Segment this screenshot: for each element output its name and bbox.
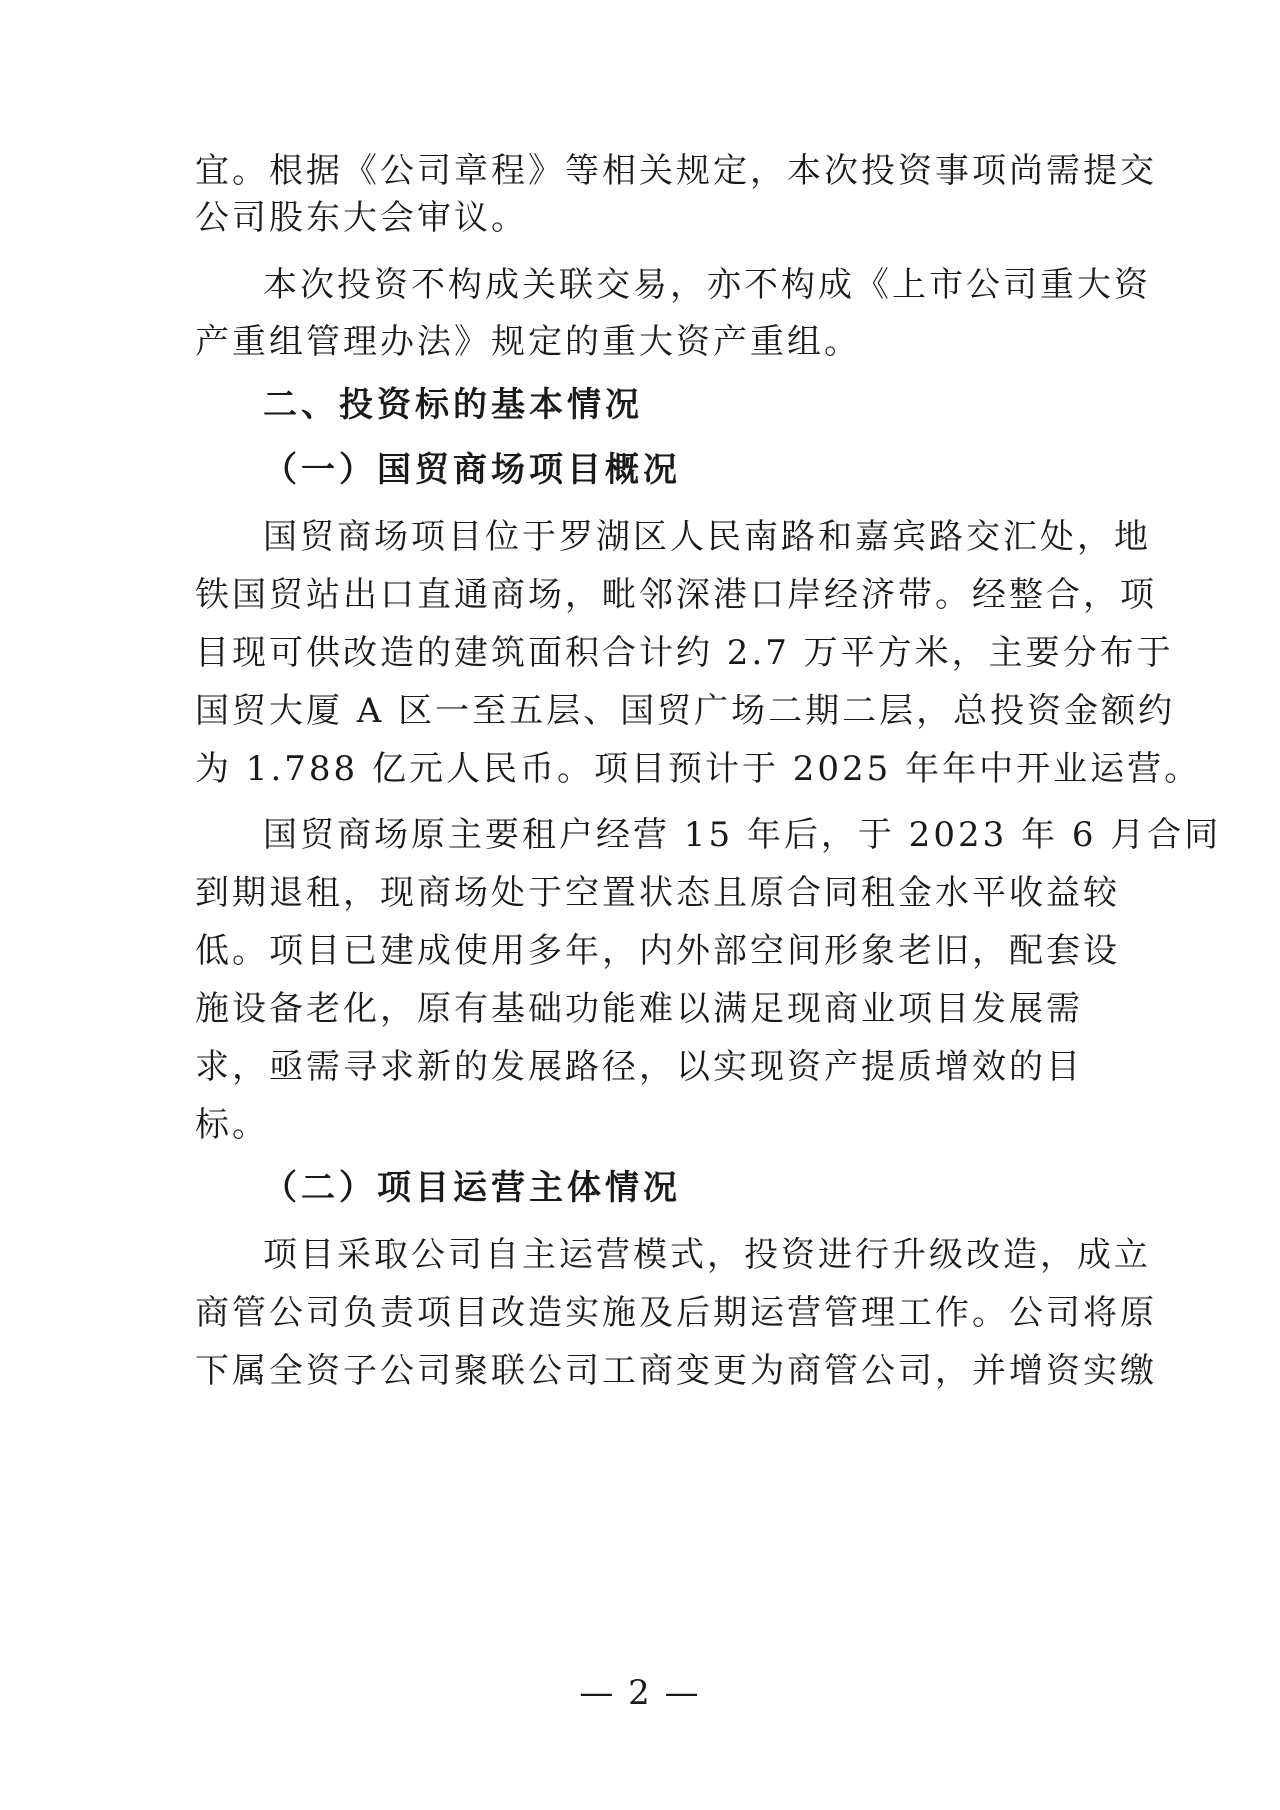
paragraph-line: 本次投资不构成关联交易，亦不构成《上市公司重大资 — [263, 265, 1151, 305]
paragraph-line: 国贸大厦 A 区一至五层、国贸广场二期二层，总投资金额约 — [195, 691, 1176, 731]
paragraph-line: 施设备老化，原有基础功能难以满足现商业项目发展需 — [195, 989, 1083, 1029]
paragraph-line: 到期退租，现商场处于空置状态且原合同租金水平收益较 — [195, 873, 1120, 913]
paragraph-line: 项目采取公司自主运营模式，投资进行升级改造，成立 — [263, 1235, 1151, 1275]
section-heading: 二、投资标的基本情况 — [263, 385, 643, 425]
page-number: — 2 — — [579, 1673, 701, 1713]
paragraph-line: 目现可供改造的建筑面积合计约 2.7 万平方米，主要分布于 — [195, 633, 1174, 673]
paragraph-line: 商管公司负责项目改造实施及后期运营管理工作。公司将原 — [195, 1293, 1157, 1333]
paragraph-line: 求，亟需寻求新的发展路径，以实现资产提质增效的目 — [195, 1047, 1083, 1087]
paragraph-line: 宜。根据《公司章程》等相关规定，本次投资事项尚需提交 — [195, 151, 1157, 191]
paragraph-line: 国贸商场项目位于罗湖区人民南路和嘉宾路交汇处，地 — [263, 517, 1151, 557]
subsection-heading: （一）国贸商场项目概况 — [263, 450, 681, 490]
paragraph-line: 铁国贸站出口直通商场，毗邻深港口岸经济带。经整合，项 — [195, 575, 1157, 615]
subsection-heading: （二）项目运营主体情况 — [263, 1168, 681, 1208]
paragraph-line: 产重组管理办法》规定的重大资产重组。 — [195, 322, 861, 362]
paragraph-line: 国贸商场原主要租户经营 15 年后，于 2023 年 6 月合同 — [263, 815, 1222, 855]
paragraph-line: 低。项目已建成使用多年，内外部空间形象老旧，配套设 — [195, 931, 1120, 971]
paragraph-line: 标。 — [195, 1105, 269, 1145]
paragraph-line: 公司股东大会审议。 — [195, 198, 528, 238]
paragraph-line: 下属全资子公司聚联公司工商变更为商管公司，并增资实缴 — [195, 1351, 1157, 1391]
paragraph-line: 为 1.788 亿元人民币。项目预计于 2025 年年中开业运营。 — [195, 749, 1202, 789]
